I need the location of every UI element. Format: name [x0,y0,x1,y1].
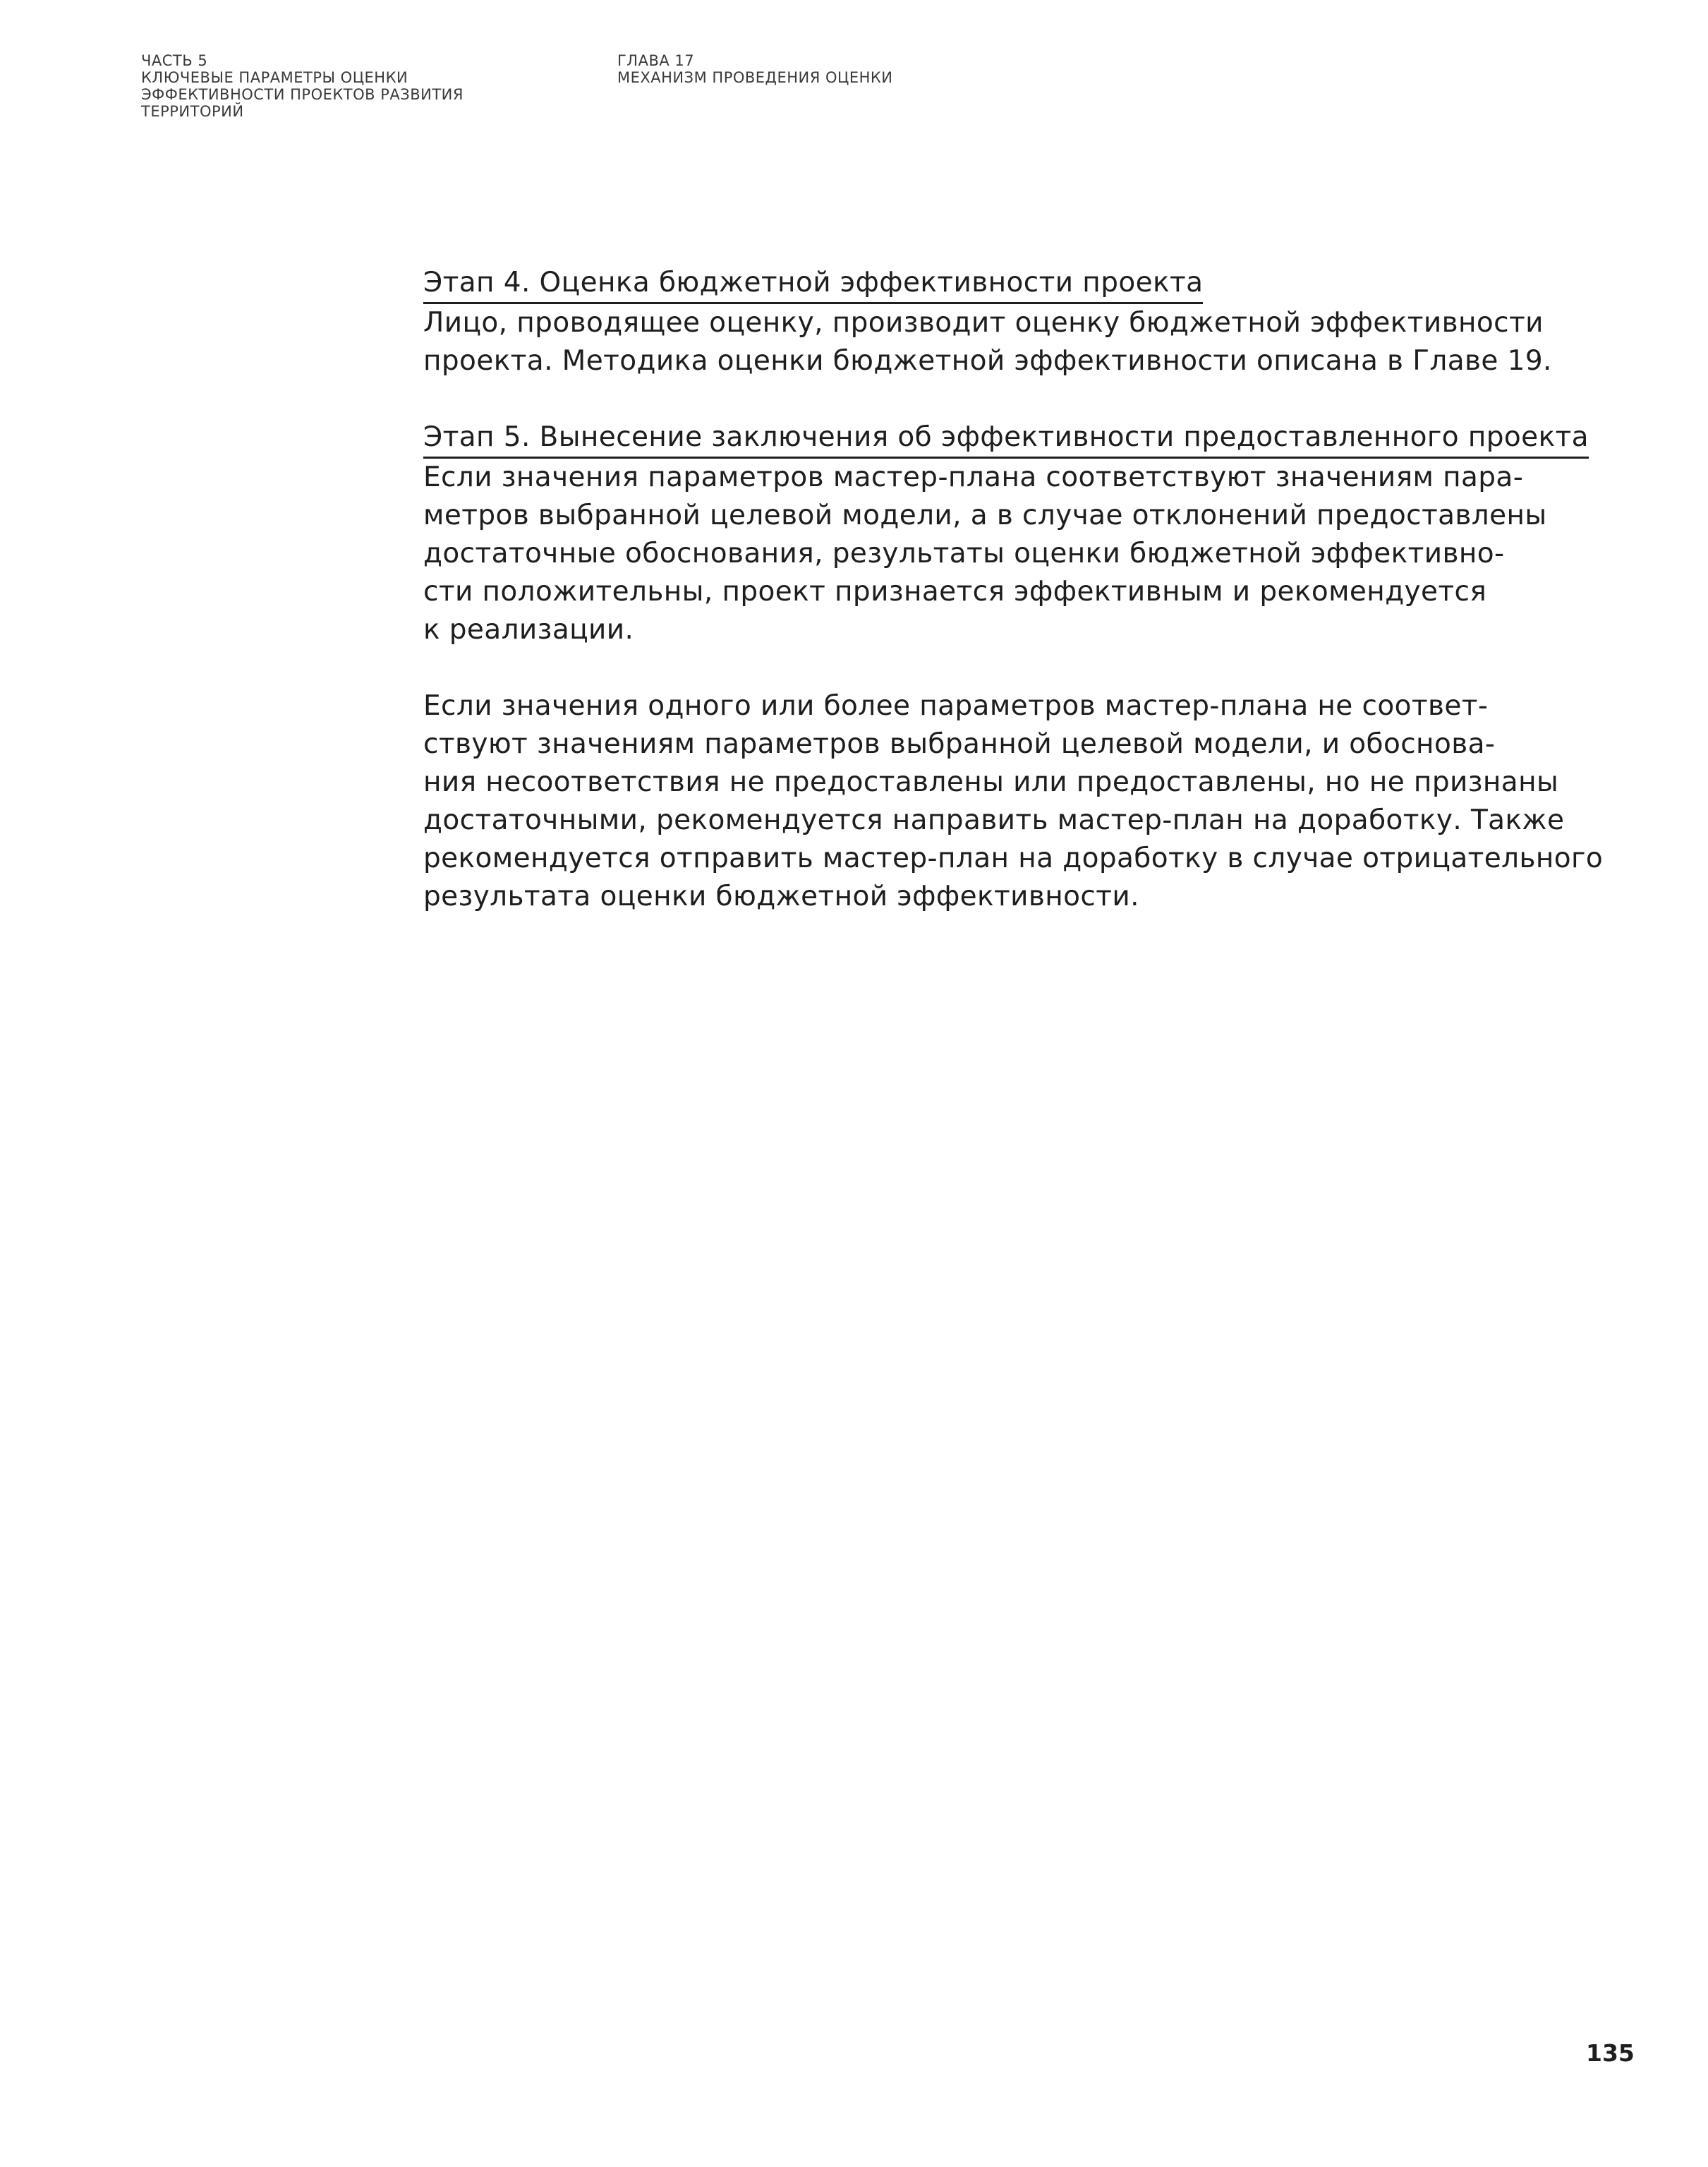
running-head-line: КЛЮЧЕВЫЕ ПАРАМЕТРЫ ОЦЕНКИ [141,69,408,86]
text-line: Если значения одного или более параметров мастер-плана не соответ- [423,690,1489,722]
paragraph [423,304,1552,380]
text-line: ствуют значениям параметров выбранной целевой модели, и обоснова- [423,728,1496,760]
text-line: достаточные обоснования, результаты оценки бюджетной эффективно- [423,538,1505,569]
text-line: Если значения параметров мастер-плана соответствуют значениям пара- [423,461,1524,493]
text-line: сти положительны, проект признается эффективным и рекомендуется [423,576,1487,608]
text-line: результата оценки бюджетной эффективности. [423,881,1139,912]
text-line: Лицо, проводящее оценку, производит оценку бюджетной эффективности [423,307,1544,339]
page-number: 135 [1586,2039,1635,2067]
text-line: рекомендуется отправить мастер-план на доработку в случае отрицательного [423,843,1604,874]
running-head-chapter [617,52,893,86]
paragraph [423,459,1547,649]
section-stage-4 [423,264,1552,380]
text-line: метров выбранной целевой модели, а в случае отклонений предоставлены [423,500,1547,531]
section-title: Этап 5. Вынесение заключения об эффективности предоставленного проекта [423,418,1589,459]
main-text [423,264,1604,916]
running-head-part [141,52,464,120]
text-line: проекта. Методика оценки бюджетной эффективности описана в Главе 19. [423,345,1552,377]
section-stage-5 [423,418,1604,916]
running-head-line: ЭФФЕКТИВНОСТИ ПРОЕКТОВ РАЗВИТИЯ [141,86,464,103]
text-line: к реализации. [423,614,634,646]
section-title: Этап 4. Оценка бюджетной эффективности проекта [423,264,1203,304]
text-line: достаточными, рекомендуется направить мастер-план на доработку. Также [423,804,1565,836]
running-head-line: ГЛАВА 17 [617,52,695,69]
paragraph [423,687,1604,916]
text-line: ния несоответствия не предоставлены или предоставлены, но не признаны [423,766,1559,798]
running-head-line: ЧАСТЬ 5 [141,52,208,69]
running-head-line: ТЕРРИТОРИЙ [141,103,244,120]
running-head-line: МЕХАНИЗМ ПРОВЕДЕНИЯ ОЦЕНКИ [617,69,893,86]
